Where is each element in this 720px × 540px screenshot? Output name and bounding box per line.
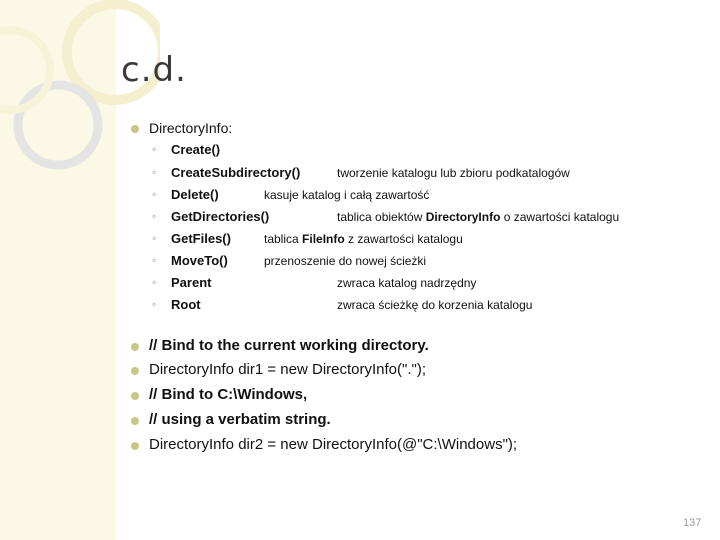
- sub-bullet-icon: ◦: [152, 253, 157, 267]
- method-name: MoveTo(): [171, 253, 228, 268]
- bullet-dot: [131, 367, 139, 375]
- code-line: DirectoryInfo dir2 = new DirectoryInfo(@"C:\Windows");: [149, 436, 518, 453]
- bullet-dot: [131, 442, 139, 450]
- intro-label: DirectoryInfo:: [149, 120, 233, 136]
- sub-bullet-icon: ◦: [152, 231, 157, 245]
- bullet-dot: [131, 343, 139, 351]
- method-name: Parent: [171, 275, 212, 290]
- method-description: zwraca katalog nadrzędny: [337, 276, 477, 290]
- code-line: // Bind to C:\Windows,: [149, 386, 308, 403]
- method-description: tablica obiektów DirectoryInfo o zawartości katalogu: [337, 210, 620, 224]
- bullet-dot: [131, 125, 139, 133]
- method-description: kasuje katalog i całą zawartość: [264, 188, 430, 202]
- sub-bullet-icon: ◦: [152, 142, 157, 156]
- method-description: tworzenie katalogu lub zbioru podkatalogów: [337, 166, 570, 180]
- sub-bullet-icon: ◦: [152, 275, 157, 289]
- sub-bullet-icon: ◦: [152, 187, 157, 201]
- method-name: CreateSubdirectory(): [171, 165, 301, 180]
- bullet-dot: [131, 392, 139, 400]
- method-description: tablica FileInfo z zawartości katalogu: [264, 232, 463, 246]
- decorative-circles: [0, 0, 160, 200]
- method-name: Create(): [171, 142, 221, 157]
- code-line: // Bind to the current working directory.: [149, 337, 429, 354]
- method-name: GetFiles(): [171, 231, 231, 246]
- page-number: 137: [683, 517, 702, 529]
- method-description: przenoszenie do nowej ścieżki: [264, 254, 427, 268]
- method-name: Delete(): [171, 187, 219, 202]
- code-line: DirectoryInfo dir1 = new DirectoryInfo(".");: [149, 361, 426, 378]
- sub-bullet-icon: ◦: [152, 165, 157, 179]
- bullet-dot: [131, 417, 139, 425]
- sub-bullet-icon: ◦: [152, 209, 157, 223]
- method-description: zwraca ścieżkę do korzenia katalogu: [337, 298, 533, 312]
- sub-bullet-icon: ◦: [152, 297, 157, 311]
- method-name: Root: [171, 297, 201, 312]
- slide-title: c.d.: [121, 50, 187, 90]
- method-name: GetDirectories(): [171, 209, 270, 224]
- code-line: // using a verbatim string.: [149, 411, 331, 428]
